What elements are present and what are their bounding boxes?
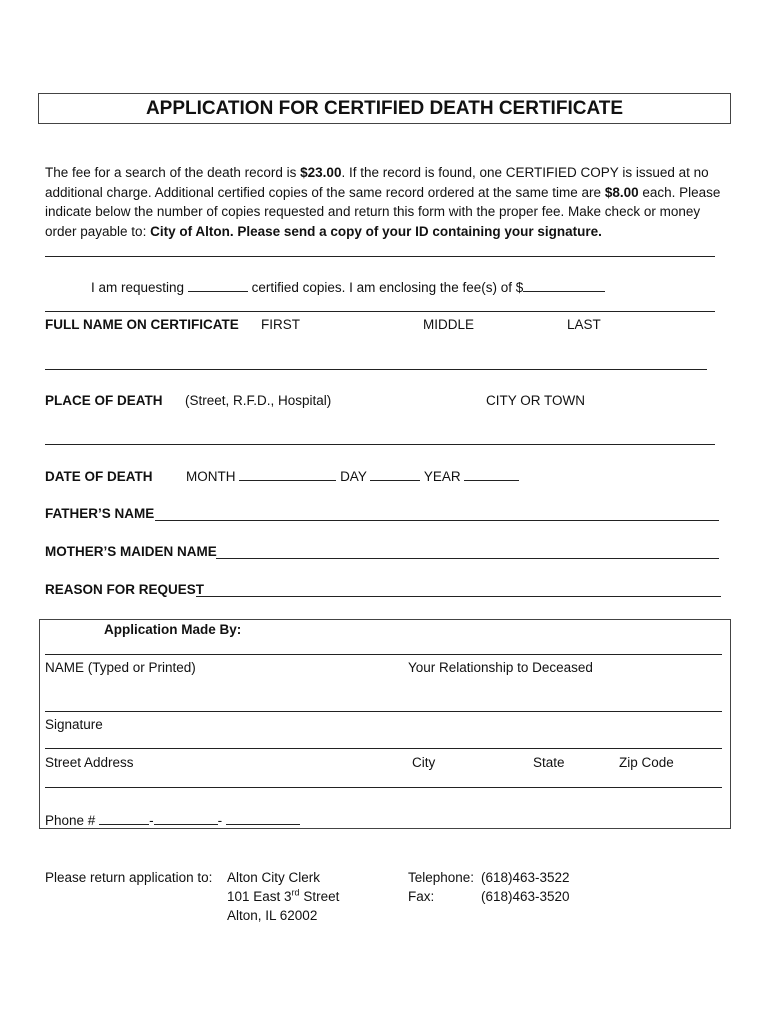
applicant-name-field[interactable] [45,654,722,655]
city-label: City [412,755,436,770]
application-box [39,619,731,829]
street-hint-label: (Street, R.F.D., Hospital) [185,393,332,408]
title-box [38,93,731,124]
fathers-name-field[interactable] [155,520,719,521]
request-label: I am requesting [91,280,185,295]
request-line [91,279,605,295]
city-or-town-label: CITY OR TOWN [486,393,586,408]
day-field[interactable] [370,468,420,481]
year-label: YEAR [423,469,461,484]
mothers-maiden-name-field[interactable] [216,558,719,559]
zip-code-label: Zip Code [619,755,674,770]
clerk-street: 101 East 3rd Street [227,887,340,904]
mothers-maiden-name-label: MOTHER’S MAIDEN NAME [45,544,217,559]
intro-text: each. Please indicate below the number of copies requested and return this form with the proper fee. Make check or money order payable to: [45,184,721,239]
divider [45,311,715,312]
month-label: MONTH [186,469,236,484]
fathers-name-label: FATHER’S NAME [45,506,155,521]
phone-line-field[interactable] [226,812,300,825]
date-of-death-row [45,468,519,484]
last-name-label: LAST [567,317,601,332]
fee-amount-field[interactable] [523,279,605,292]
place-of-death-field[interactable] [45,444,715,445]
month-field[interactable] [239,468,336,481]
full-name-field[interactable] [45,369,707,370]
fee-enclosed-label: certified copies. I am enclosing the fee(s) of $ [251,280,524,295]
year-field[interactable] [464,468,519,481]
fax-number: (618)463-3520 [481,889,570,904]
signature-field[interactable] [45,748,722,749]
fee-instructions [45,163,725,241]
intro-text: . If the record is found, one CERTIFIED COPY is issued at no additional charge. Additional certified copies of the same record ordered at the same time are [45,165,709,200]
place-of-death-label: PLACE OF DEATH [45,393,163,408]
payee: City of Alton [150,223,230,239]
state-label: State [533,755,565,770]
relationship-label: Your Relationship to Deceased [408,660,593,675]
telephone-label: Telephone: [408,870,475,885]
street-address-label: Street Address [45,755,134,770]
telephone-number: (618)463-3522 [481,870,570,885]
day-label: DAY [340,469,367,484]
full-name-label: FULL NAME ON CERTIFICATE [45,317,239,332]
reason-field[interactable] [196,596,721,597]
phone-prefix-field[interactable] [154,812,218,825]
first-name-label: FIRST [261,317,300,332]
phone-row: Phone # - - [45,812,300,828]
phone-area-code-field[interactable] [99,812,149,825]
reason-label: REASON FOR REQUEST [45,582,205,597]
signature-label: Signature [45,717,103,732]
relationship-field[interactable] [45,711,722,712]
clerk-name: Alton City Clerk [227,870,321,885]
name-label: NAME (Typed or Printed) [45,660,196,675]
phone-label: Phone # [45,813,96,828]
divider [45,256,715,257]
return-label: Please return application to: [45,870,213,885]
copies-count-field[interactable] [188,279,248,292]
id-instruction: . Please send a copy of your ID containing your signature. [229,223,602,239]
intro-text: The fee for a search of the death record is [45,165,301,180]
middle-name-label: MIDDLE [423,317,475,332]
date-of-death-label: DATE OF DEATH [45,469,153,484]
application-heading: Application Made By: [104,622,242,637]
page-title: APPLICATION FOR CERTIFIED DEATH CERTIFICATE [145,98,624,119]
clerk-city: Alton, IL 62002 [227,908,318,923]
fax-label: Fax: [408,889,435,904]
additional-copy-fee: $8.00 [604,184,639,200]
address-field[interactable] [45,787,722,788]
search-fee: $23.00 [300,165,342,180]
